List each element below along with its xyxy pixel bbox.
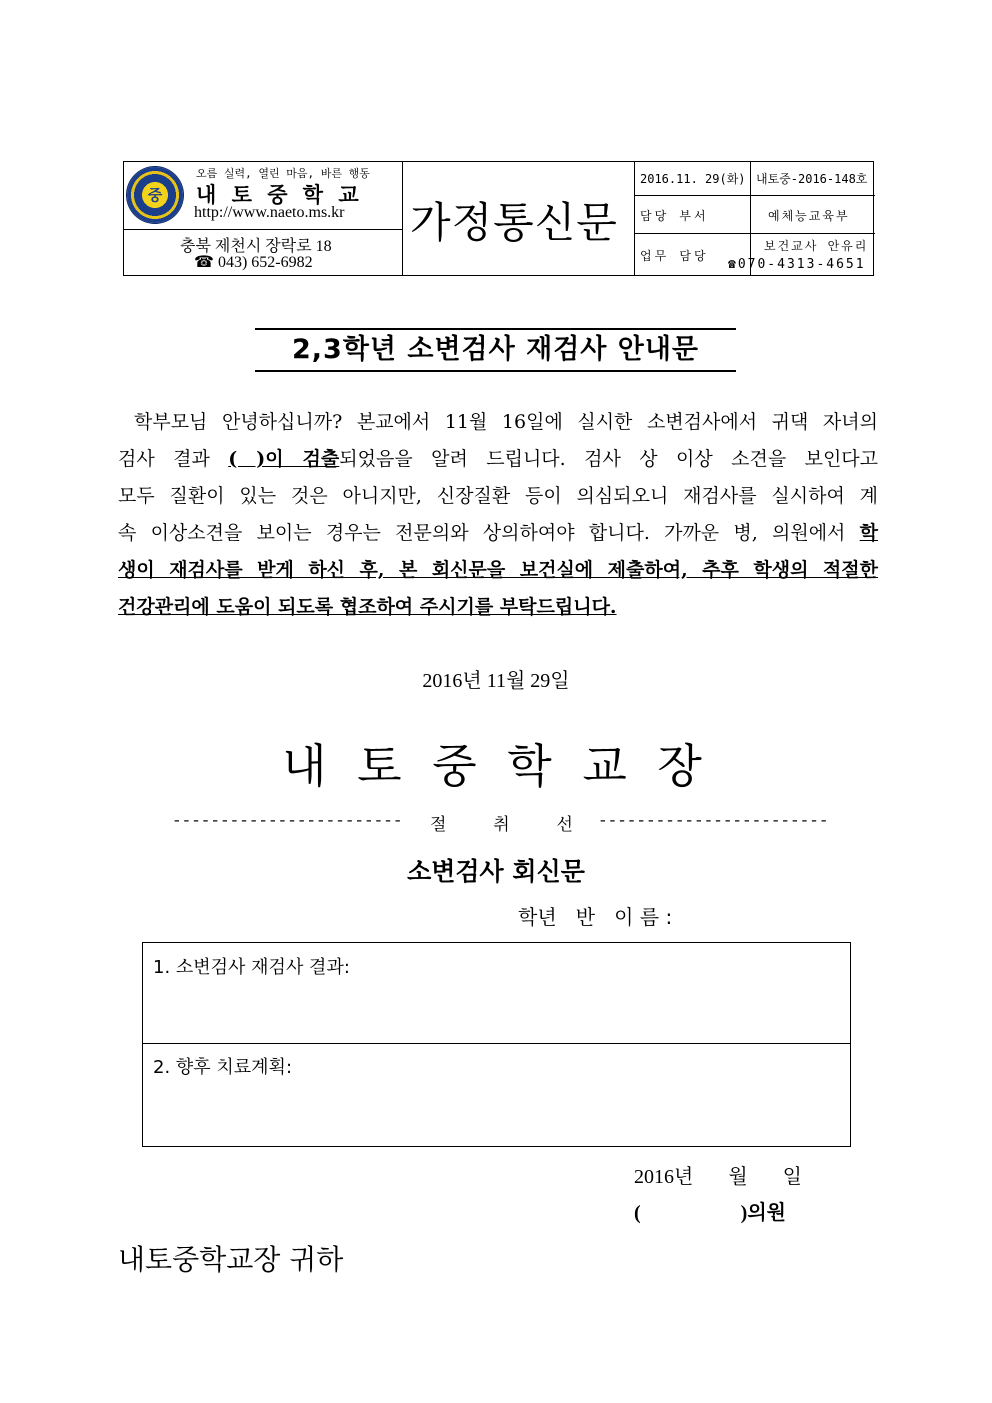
- notice-date: 2016년 11월 29일: [422, 670, 570, 692]
- doc-number: 내토중-2016-148호: [756, 172, 868, 186]
- school-logo-icon: [127, 167, 183, 223]
- body-line-5: 생이 재검사를 받게 하신 후, 본 회신문을 보건실에 제출하여, 추후 학생의 적절한: [118, 559, 878, 581]
- student-fields: 학년 반 이 름 :: [518, 905, 673, 929]
- school-phone: 043) 652-6982: [217, 254, 313, 271]
- school-motto: 오름 실력, 열린 마음, 바른 행동: [196, 167, 370, 180]
- reply-date: 2016년 월 일: [634, 1166, 802, 1188]
- detected-blank: ( )이 검출: [228, 448, 340, 470]
- school-website[interactable]: http://www.naeto.ms.kr: [194, 204, 345, 221]
- doc-date: 2016.11. 29(화): [640, 172, 746, 186]
- cut-line-label: 절 취 선: [430, 815, 573, 835]
- reply-item-2[interactable]: 2. 향후 치료계획:: [153, 1057, 293, 1078]
- page-title: 2,3학년 소변검사 재검사 안내문: [291, 334, 699, 365]
- body-line-3: 모두 질환이 있는 것은 아니지만, 신장질환 등이 의심되오니 재검사를 실시하여 계: [118, 485, 878, 507]
- body-line-1: 학부모님 안녕하십니까? 본교에서 11월 16일에 실시한 소변검사에서 귀댁 자녀의: [134, 411, 878, 433]
- dept-value: 예체능교육부: [768, 209, 850, 223]
- reply-item-1[interactable]: 1. 소변검사 재검사 결과:: [153, 957, 350, 978]
- body-paragraph: [118, 404, 878, 626]
- staff-phone: 070-4313-4651: [737, 257, 866, 272]
- reply-title: 소변검사 회신문: [407, 857, 585, 886]
- body-line-6: 건강관리에 도움이 되도록 협조하여 주시기를 부탁드립니다.: [118, 596, 617, 618]
- staff-label: 업무 담당: [640, 249, 709, 263]
- doc-type: 가정통신문: [410, 198, 618, 247]
- school-name: 내 토 중 학 교: [196, 183, 363, 207]
- cut-line-right: ------------------------: [598, 812, 829, 830]
- phone-icon: ☎: [728, 257, 738, 272]
- phone-icon: ☎: [194, 254, 214, 271]
- dept-label: 담당 부서: [640, 209, 709, 223]
- addressee: 내토중학교장 귀하: [118, 1243, 344, 1276]
- title-box: [255, 328, 736, 372]
- cut-line-left: ------------------------: [172, 812, 403, 830]
- principal-title: 내 토 중 학 교 장: [282, 739, 710, 793]
- staff-name: 보건교사 안유리: [764, 239, 869, 253]
- school-address: 충북 제천시 장락로 18: [180, 238, 332, 255]
- header-table: [123, 161, 874, 276]
- reply-form-box: [142, 942, 851, 1147]
- body-line-4: 속 이상소견을 보이는 경우는 전문의와 상의하여야 합니다. 가까운 병, 의원에서 학: [118, 522, 878, 544]
- clinic-name: ( )의원: [634, 1202, 786, 1224]
- logo-text: 중: [147, 186, 163, 204]
- body-line-2: 검사 결과 ( )이 검출되었음을 알려 드립니다. 검사 상 이상 소견을 보인다고: [118, 448, 879, 470]
